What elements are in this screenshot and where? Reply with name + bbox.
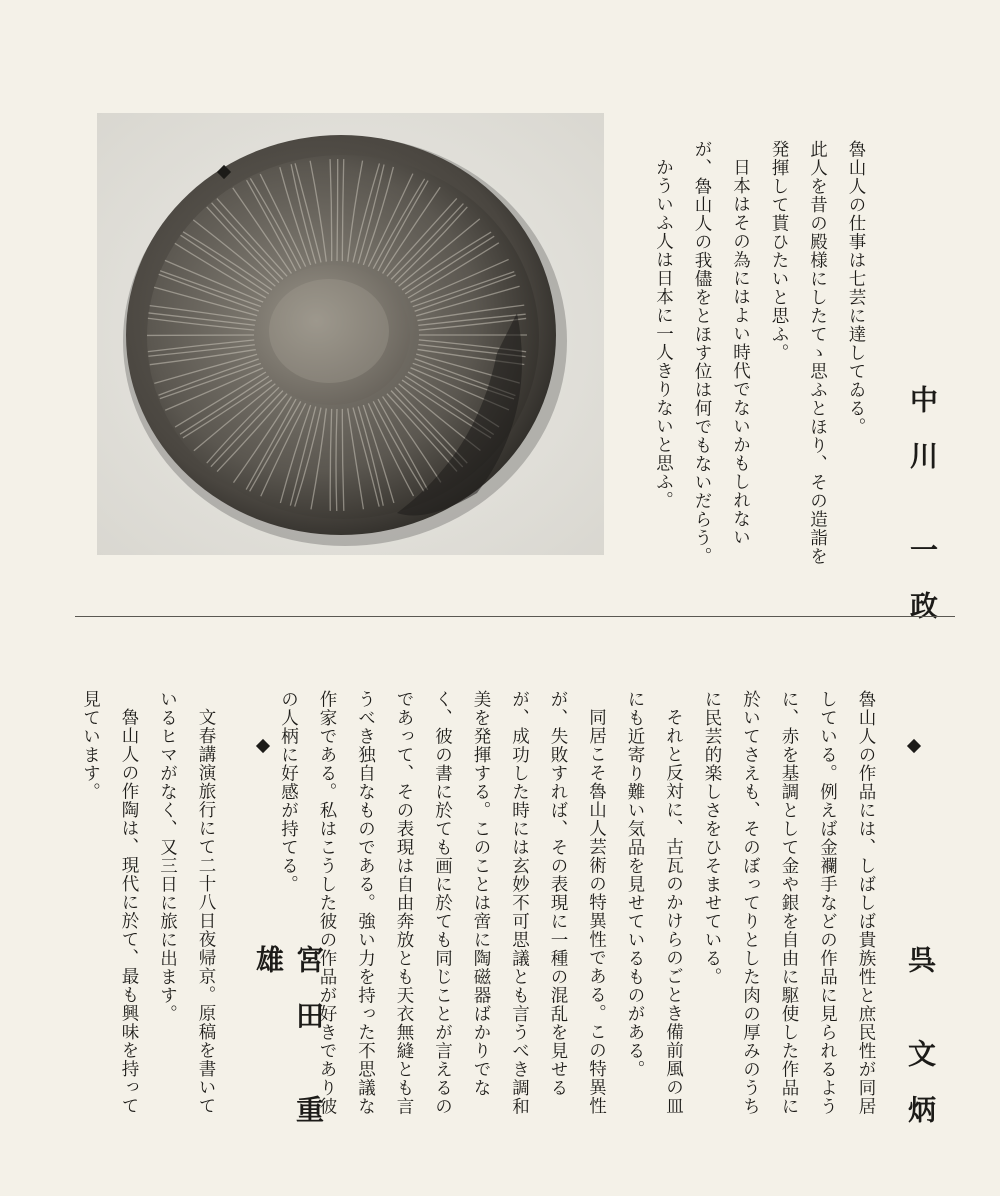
section1-paragraph: 此人を昔の殿様にしたてゝ思ふとほり、その造詣を発揮して貰ひたいと思ふ。 [769, 140, 828, 566]
section2-author: 呉 文炳 [904, 945, 937, 1151]
section3-author: 宮田 重雄 [252, 945, 325, 1151]
section3-diamond-icon [256, 739, 270, 753]
section3-paragraph: 魯山人の作陶は、現代に於て、最も興味を持って見ています。 [80, 690, 139, 1115]
section1-paragraph: かういふ人は日本に一人きりないと思ふ。 [653, 157, 674, 509]
section3-body [71, 690, 225, 1120]
section2-paragraph: 魯山人の作品には、しばしば貴族性と庶民性が同居している。例えば金襴手などの作品に見られるように、赤を基調として金や銀を自由に駆使した作品に於いてさえも、そのぼってりとした肉の厚みのうちに民芸的楽しさをひそませている。 [702, 690, 876, 1116]
section3-paragraph: 文春講演旅行にて二十八日夜帰京。原稿を書いているヒマがなく、又三日に旅に出ます。 [157, 690, 216, 1115]
section1-author: 中川 一政 [906, 385, 939, 647]
section2-paragraph: それと反対に、古瓦のかけらのごとき備前風の皿にも近寄り難い気品を見せているものがある。 [625, 690, 684, 1115]
section-divider [75, 616, 955, 617]
section2-paragraph: 同居こそ魯山人芸術の特異性である。この特異性が、失敗すれば、その表現に一種の混乱を見せるが、成功した時には玄妙不可思議とも言うべき調和美を発揮する。このことは啻に陶磁器ばかりでなく、彼の書に於ても画に於ても同じことが言えるのであって、その表現は自由奔放とも天衣無縫とも言うべき独自なものである。強い力を持った不思議な作家である。私はこうした彼の作品が好きであり彼の人柄に好感が持てる。 [278, 690, 607, 1116]
section2-diamond-icon [907, 739, 921, 753]
section1-paragraph: 日本はその為にはよい時代でないかもしれないが、魯山人の我儘をとほす位は何でもないだらう。 [692, 140, 751, 566]
bowl-photo [97, 113, 604, 555]
section1-paragraph: 魯山人の仕事は七芸に達してゐる。 [846, 140, 866, 436]
section1-body [644, 140, 875, 580]
section2-body [269, 690, 885, 1120]
